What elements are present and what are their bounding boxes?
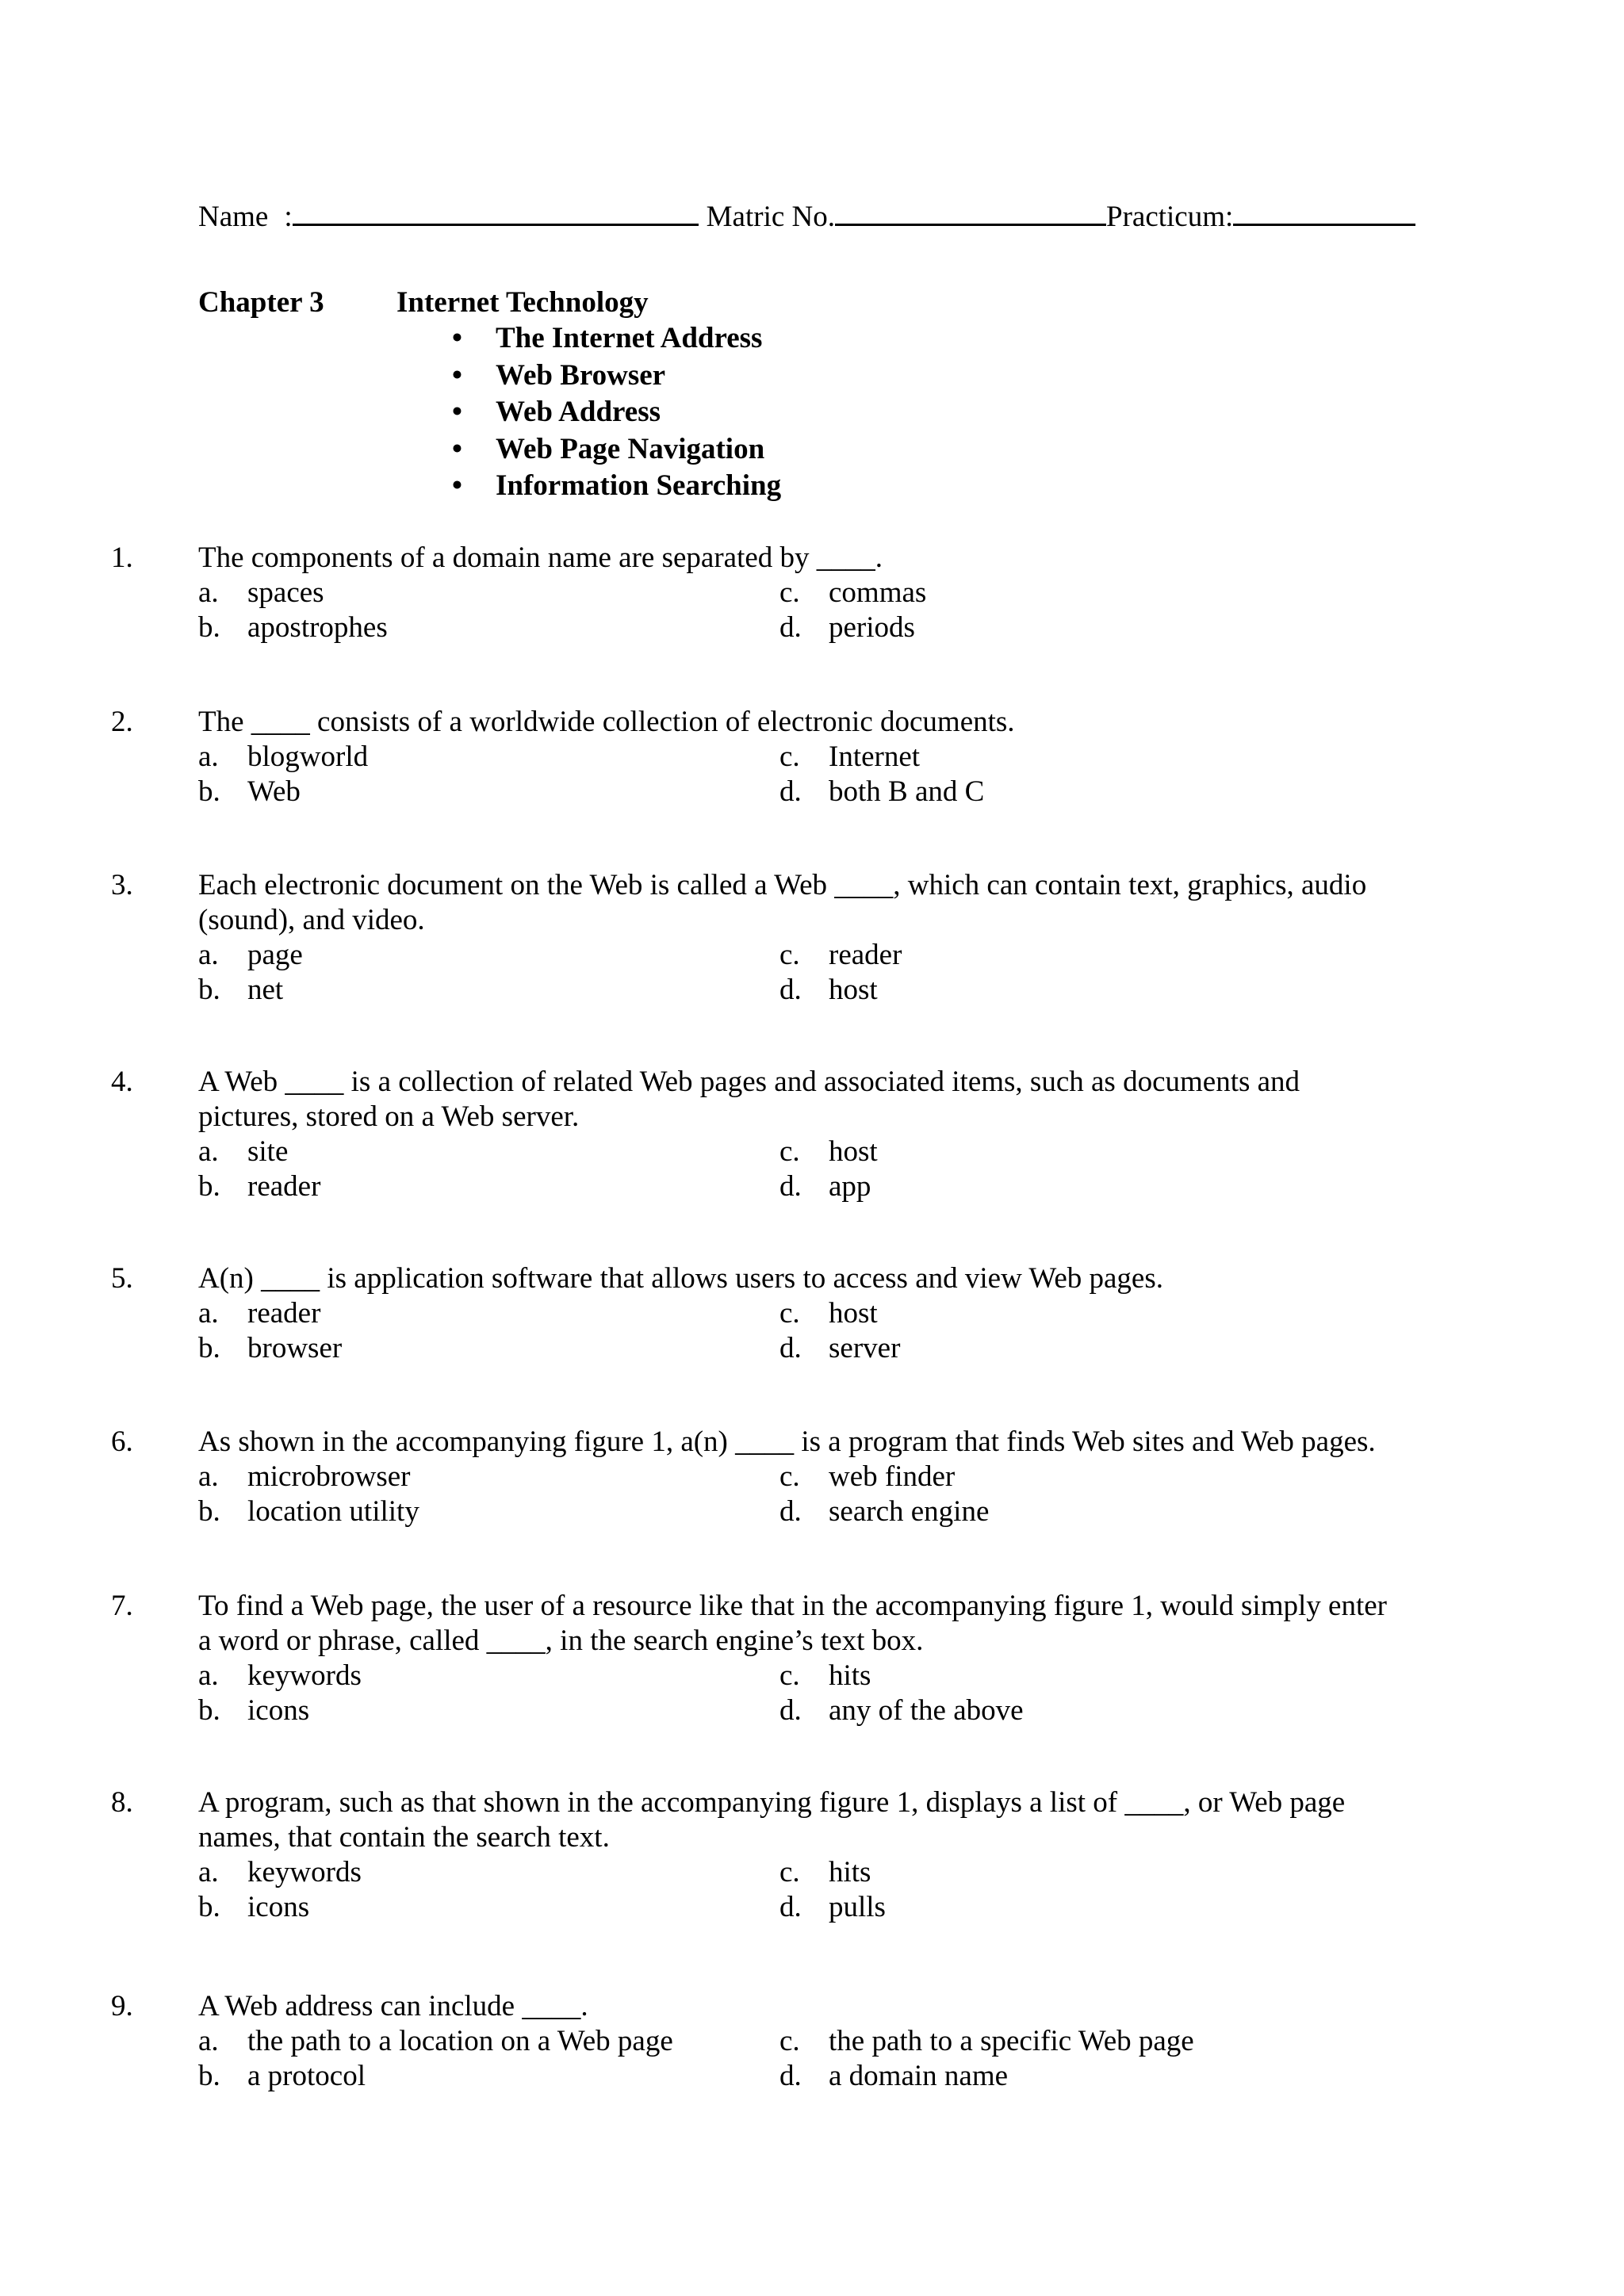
bullet-icon: • xyxy=(452,432,462,465)
question-text: The ____ consists of a worldwide collection of electronic documents. xyxy=(198,706,1015,738)
option-a[interactable]: a. site xyxy=(198,1135,289,1168)
option-a[interactable]: a. blogworld xyxy=(198,740,369,773)
option-d[interactable]: d. pulls xyxy=(779,1891,886,1923)
question-number: 2. xyxy=(111,706,133,738)
option-a[interactable]: a. keywords xyxy=(198,1659,362,1692)
question-text: As shown in the accompanying figure 1, a(n) ____ is a program that finds Web sites and Web pages. xyxy=(198,1425,1376,1458)
option-b[interactable]: b. apostrophes xyxy=(198,611,388,644)
name-field-line[interactable] xyxy=(293,197,699,226)
option-d[interactable]: d. host xyxy=(779,974,878,1006)
bullet-icon: • xyxy=(452,469,462,502)
option-d[interactable]: d. app xyxy=(779,1170,871,1203)
question-number: 5. xyxy=(111,1262,133,1295)
option-a[interactable]: a. spaces xyxy=(198,576,324,609)
option-a[interactable]: a. page xyxy=(198,939,303,971)
option-c[interactable]: c. hits xyxy=(779,1659,871,1692)
topic-item: • Web Address xyxy=(452,394,781,431)
option-c[interactable]: c. web finder xyxy=(779,1460,956,1493)
question-text: A Web address can include ____. xyxy=(198,1990,588,2022)
option-b[interactable]: b. reader xyxy=(198,1170,321,1203)
question-number: 6. xyxy=(111,1425,133,1458)
option-a[interactable]: a. reader xyxy=(198,1297,321,1330)
question-number: 3. xyxy=(111,869,133,901)
option-a[interactable]: a. microbrowser xyxy=(198,1460,411,1493)
chapter-title: Internet Technology xyxy=(396,286,649,319)
option-c[interactable]: c. host xyxy=(779,1297,878,1330)
name-colon: : xyxy=(284,201,293,233)
practicum-field-line[interactable] xyxy=(1233,197,1415,226)
bullet-icon: • xyxy=(452,322,462,354)
matric-field-line[interactable] xyxy=(835,197,1106,226)
option-c[interactable]: c. the path to a specific Web page xyxy=(779,2025,1194,2057)
chapter-heading xyxy=(198,285,649,320)
option-a[interactable]: a. the path to a location on a Web page xyxy=(198,2025,673,2057)
option-c[interactable]: c. Internet xyxy=(779,740,921,773)
name-label: Name xyxy=(198,201,269,233)
option-b[interactable]: b. icons xyxy=(198,1891,310,1923)
option-d[interactable]: d. any of the above xyxy=(779,1694,1024,1727)
chapter-label: Chapter 3 xyxy=(198,286,324,319)
topic-item: • Web Browser xyxy=(452,358,781,395)
option-d[interactable]: d. server xyxy=(779,1332,901,1364)
option-b[interactable]: b. browser xyxy=(198,1332,343,1364)
option-a[interactable]: a. keywords xyxy=(198,1856,362,1888)
option-d[interactable]: d. a domain name xyxy=(779,2060,1009,2092)
option-b[interactable]: b. Web xyxy=(198,775,301,808)
bullet-icon: • xyxy=(452,396,462,428)
question-number: 1. xyxy=(111,541,133,574)
option-d[interactable]: d. both B and C xyxy=(779,775,985,808)
topic-item: • The Internet Address xyxy=(452,320,781,358)
topic-list xyxy=(452,320,781,505)
option-b[interactable]: b. net xyxy=(198,974,284,1006)
question-text: A program, such as that shown in the accompanying figure 1, displays a list of ____, or Web page names, that contain the search text. xyxy=(198,1786,1346,1854)
question-number: 8. xyxy=(111,1786,133,1819)
topic-item: • Information Searching xyxy=(452,468,781,505)
student-info-header xyxy=(198,197,1451,235)
option-d[interactable]: d. search engine xyxy=(779,1495,990,1528)
option-d[interactable]: d. periods xyxy=(779,611,915,644)
option-b[interactable]: b. a protocol xyxy=(198,2060,366,2092)
question-number: 9. xyxy=(111,1990,133,2022)
topic-item: • Web Page Navigation xyxy=(452,431,781,469)
option-c[interactable]: c. reader xyxy=(779,939,902,971)
matric-label: Matric No. xyxy=(706,201,835,233)
question-text: A Web ____ is a collection of related Web pages and associated items, such as documents and pictures, stored on a Web server. xyxy=(198,1066,1300,1133)
practicum-label: Practicum: xyxy=(1106,201,1234,233)
question-text: Each electronic document on the Web is called a Web ____, which can contain text, graphics, audio (sound), and video. xyxy=(198,869,1367,936)
bullet-icon: • xyxy=(452,358,462,392)
option-b[interactable]: b. icons xyxy=(198,1694,310,1727)
question-text: A(n) ____ is application software that allows users to access and view Web pages. xyxy=(198,1262,1164,1295)
option-c[interactable]: c. commas xyxy=(779,576,927,609)
option-b[interactable]: b. location utility xyxy=(198,1495,419,1528)
option-c[interactable]: c. host xyxy=(779,1135,878,1168)
option-c[interactable]: c. hits xyxy=(779,1856,871,1888)
question-number: 7. xyxy=(111,1590,133,1622)
question-text: To find a Web page, the user of a resource like that in the accompanying figure 1, would simply enter a word or phrase, called ____, in the search engine’s text box. xyxy=(198,1590,1387,1657)
question-text: The components of a domain name are separated by ____. xyxy=(198,541,883,574)
question-number: 4. xyxy=(111,1066,133,1098)
